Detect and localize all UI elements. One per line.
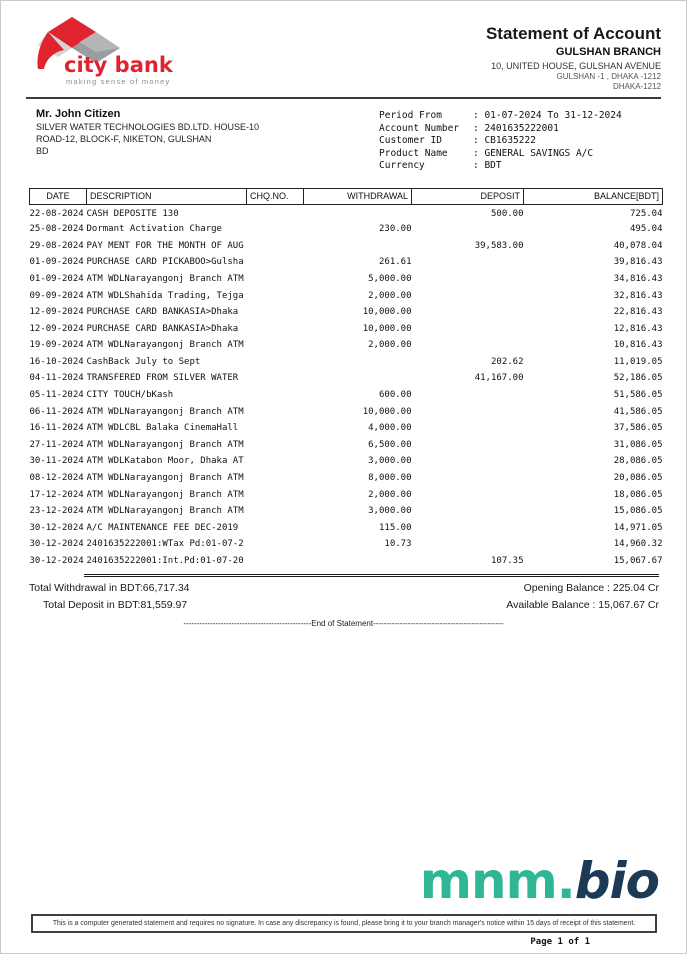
cell-desc: ATM WDLNarayangonj Branch ATM	[86, 439, 244, 450]
cell-desc: CITY TOUCH/bKash	[86, 390, 174, 401]
cell-dep	[412, 403, 524, 420]
cell-date: 17-12-2024	[29, 489, 84, 500]
cell-chq	[247, 520, 304, 537]
cell-dep	[412, 536, 524, 553]
cell-desc: ATM WDLKatabon Moor, Dhaka AT	[86, 456, 244, 467]
end-of-statement: ------------------------------------------------End of Statement-------------------------------------------------	[183, 619, 504, 629]
cell-chq	[247, 486, 304, 503]
cell-date: 30-12-2024	[29, 556, 84, 567]
cell-desc: ATM WDLCBL Balaka CinemaHall	[86, 423, 239, 434]
table-row	[30, 553, 663, 570]
cell-desc: ATM WDLNarayangonj Branch ATM	[86, 406, 244, 417]
cell-wd: 10,000.00	[362, 307, 412, 318]
column-header: DATE	[30, 188, 87, 204]
statement-header-block	[486, 17, 661, 92]
cell-bal: 31,086.05	[613, 439, 663, 450]
cell-chq	[247, 271, 304, 288]
account-info-row: Account Number : 2401635222001	[379, 122, 559, 134]
cell-wd: 10.73	[384, 539, 412, 550]
account-info	[379, 108, 661, 173]
cell-dep	[412, 486, 524, 503]
cell-wd: 3,000.00	[368, 506, 412, 517]
cell-date: 12-09-2024	[29, 323, 84, 334]
cell-desc: ATM WDLNarayangonj Branch ATM	[86, 506, 244, 517]
cell-bal: 40,078.04	[613, 240, 663, 251]
cell-dep	[412, 470, 524, 487]
cell-desc: ATM WDLNarayangonj Branch ATM	[86, 273, 244, 284]
cell-dep: 39,583.00	[474, 240, 524, 251]
cell-bal: 32,816.43	[613, 290, 663, 301]
mnm-bio-watermark	[420, 853, 659, 909]
cell-dep	[412, 387, 524, 404]
cell-wd	[304, 370, 412, 387]
cell-desc: Dormant Activation Charge	[86, 224, 222, 235]
cell-desc: TRANSFERED FROM SILVER WATER	[86, 373, 239, 384]
cell-dep: 500.00	[490, 209, 524, 220]
column-header: DESCRIPTION	[87, 188, 247, 204]
cell-chq	[247, 354, 304, 371]
cell-date: 22-08-2024	[29, 209, 84, 220]
cell-chq	[247, 204, 304, 221]
cell-date: 19-09-2024	[29, 340, 84, 351]
cell-desc: PURCHASE CARD PICKABOO>Gulsha	[86, 257, 244, 268]
account-info-row: Customer ID : CB1635222	[379, 135, 536, 147]
branch-name: GULSHAN BRANCH	[555, 46, 661, 59]
cell-date: 16-10-2024	[29, 356, 84, 367]
cell-wd: 2,000.00	[368, 489, 412, 500]
table-row	[30, 387, 663, 404]
cell-wd	[304, 553, 412, 570]
customer-block	[36, 108, 259, 173]
cell-dep	[412, 437, 524, 454]
cell-bal: 14,971.05	[613, 522, 663, 533]
cell-dep: 202.62	[490, 356, 524, 367]
account-info-row: Product Name : GENERAL SAVINGS A/C	[379, 147, 594, 159]
cell-chq	[247, 403, 304, 420]
cell-date: 04-11-2024	[29, 373, 84, 384]
column-header: WITHDRAWAL	[304, 188, 412, 204]
cell-chq	[247, 254, 304, 271]
cell-chq	[247, 304, 304, 321]
table-row	[30, 370, 663, 387]
cell-wd: 10,000.00	[362, 323, 412, 334]
cell-date: 23-12-2024	[29, 506, 84, 517]
total-withdrawal: Total Withdrawal in BDT:66,717.34	[29, 582, 190, 595]
account-info-row: Period From : 01-07-2024 To 31-12-2024	[379, 110, 622, 122]
table-row	[30, 420, 663, 437]
cell-bal: 15,086.05	[613, 506, 663, 517]
cell-bal: 725.04	[629, 209, 663, 220]
branch-address-line1: 10, UNITED HOUSE, GULSHAN AVENUE	[491, 61, 661, 71]
info-section	[1, 99, 686, 173]
cell-wd: 115.00	[378, 522, 412, 533]
cell-date: 25-08-2024	[29, 224, 84, 235]
cell-desc: 2401635222001:WTax Pd:01-07-2	[86, 539, 244, 550]
cell-bal: 20,086.05	[613, 473, 663, 484]
cell-wd: 10,000.00	[362, 406, 412, 417]
cell-chq	[247, 437, 304, 454]
cell-wd: 230.00	[378, 224, 412, 235]
transactions-table	[29, 188, 663, 570]
table-row	[30, 486, 663, 503]
summary-row-1	[1, 580, 686, 597]
cell-chq	[247, 503, 304, 520]
cell-dep: 41,167.00	[474, 373, 524, 384]
cell-desc: A/C MAINTENANCE FEE DEC-2019	[86, 522, 239, 533]
cell-bal: 41,586.05	[613, 406, 663, 417]
cell-date: 01-09-2024	[29, 257, 84, 268]
cell-date: 30-11-2024	[29, 456, 84, 467]
totals-divider	[84, 574, 659, 577]
cell-dep	[412, 287, 524, 304]
cell-date: 29-08-2024	[29, 240, 84, 251]
available-balance: Available Balance : 15,067.67 Cr	[506, 599, 659, 612]
cell-chq	[247, 553, 304, 570]
cell-date: 30-12-2024	[29, 539, 84, 550]
cell-desc: ATM WDLNarayangonj Branch ATM	[86, 473, 244, 484]
customer-name: Mr. John Citizen	[36, 108, 121, 121]
table-row	[30, 437, 663, 454]
cell-wd: 6,500.00	[368, 439, 412, 450]
customer-address-line3: BD	[36, 146, 49, 157]
cell-wd	[304, 354, 412, 371]
table-row	[30, 536, 663, 553]
cell-dep	[412, 503, 524, 520]
city-bank-logo	[34, 17, 254, 92]
cell-chq	[247, 337, 304, 354]
cell-desc: 2401635222001:Int.Pd:01-07-20	[86, 556, 244, 567]
table-row	[30, 271, 663, 288]
cell-wd: 2,000.00	[368, 340, 412, 351]
cell-chq	[247, 320, 304, 337]
cell-chq	[247, 536, 304, 553]
cell-bal: 52,186.05	[613, 373, 663, 384]
cell-dep: 107.35	[490, 556, 524, 567]
disclaimer-box	[31, 914, 657, 933]
cell-bal: 37,586.05	[613, 423, 663, 434]
watermark-bio: bio	[574, 852, 659, 910]
cell-dep	[412, 304, 524, 321]
table-row	[30, 254, 663, 271]
cell-bal: 22,816.43	[613, 307, 663, 318]
branch-address-line2: GULSHAN -1 , DHAKA -1212	[556, 72, 661, 82]
account-info-row: Currency : BDT	[379, 160, 502, 172]
cell-bal: 15,067.67	[613, 556, 663, 567]
column-header: DEPOSIT	[412, 188, 524, 204]
cell-wd: 4,000.00	[368, 423, 412, 434]
cell-bal: 11,019.05	[613, 356, 663, 367]
cell-bal: 14,960.32	[613, 539, 663, 550]
cell-date: 16-11-2024	[29, 423, 84, 434]
cell-desc: CASH DEPOSITE 130	[86, 209, 179, 220]
cell-chq	[247, 221, 304, 238]
watermark-mnm: mnm.	[419, 852, 575, 910]
cell-desc: ATM WDLShahida Trading, Tejga	[86, 290, 244, 301]
table-row	[30, 237, 663, 254]
cell-dep	[412, 520, 524, 537]
cell-bal: 18,086.05	[613, 489, 663, 500]
opening-balance: Opening Balance : 225.04 Cr	[523, 582, 659, 595]
cell-wd: 600.00	[378, 390, 412, 401]
cell-bal: 51,586.05	[613, 390, 663, 401]
transactions-body	[30, 204, 663, 569]
cell-chq	[247, 237, 304, 254]
cell-date: 05-11-2024	[29, 390, 84, 401]
table-row	[30, 354, 663, 371]
table-row	[30, 337, 663, 354]
total-deposit: Total Deposit in BDT:81,559.97	[43, 599, 188, 612]
cell-bal: 12,816.43	[613, 323, 663, 334]
header	[1, 1, 686, 92]
cell-bal: 10,816.43	[613, 340, 663, 351]
column-header: BALANCE[BDT]	[524, 188, 663, 204]
cell-date: 08-12-2024	[29, 473, 84, 484]
table-row	[30, 221, 663, 238]
cell-bal: 495.04	[629, 224, 663, 235]
table-row	[30, 287, 663, 304]
cell-wd: 261.61	[378, 257, 412, 268]
summary-row-2	[1, 597, 686, 614]
table-row	[30, 503, 663, 520]
table-row	[30, 403, 663, 420]
cell-chq	[247, 470, 304, 487]
table-row	[30, 453, 663, 470]
cell-dep	[412, 320, 524, 337]
city-bank-wordmark: city bank	[64, 53, 173, 77]
customer-address-line1: SILVER WATER TECHNOLOGIES BD.LTD. HOUSE-10	[36, 122, 260, 133]
cell-desc: PURCHASE CARD BANKASIA>Dhaka	[86, 323, 239, 334]
cell-bal: 34,816.43	[613, 273, 663, 284]
cell-desc: CashBack July to Sept	[86, 356, 201, 367]
column-header: CHQ.NO.	[247, 188, 304, 204]
cell-chq	[247, 370, 304, 387]
cell-bal: 39,816.43	[613, 257, 663, 268]
page-number: Page 1 of 1	[530, 937, 590, 947]
table-row	[30, 520, 663, 537]
cell-date: 30-12-2024	[29, 522, 84, 533]
cell-date: 01-09-2024	[29, 273, 84, 284]
cell-bal: 28,086.05	[613, 456, 663, 467]
table-row	[30, 304, 663, 321]
cell-wd	[304, 204, 412, 221]
cell-wd	[304, 237, 412, 254]
table-row	[30, 470, 663, 487]
cell-desc: PURCHASE CARD BANKASIA>Dhaka	[86, 307, 239, 318]
table-row	[30, 320, 663, 337]
cell-chq	[247, 287, 304, 304]
cell-wd: 5,000.00	[368, 273, 412, 284]
cell-desc: ATM WDLNarayangonj Branch ATM	[86, 489, 244, 500]
cell-date: 12-09-2024	[29, 307, 84, 318]
table-header-row	[30, 188, 663, 204]
cell-dep	[412, 271, 524, 288]
customer-address-line2: ROAD-12, BLOCK-F, NIKETON, GULSHAN	[36, 134, 212, 145]
disclaimer-text: This is a computer generated statement and requires no signature. In case any discrepancy is found, please bring it to your branch manager's notice within 15 days of receipt of this statement.	[52, 920, 636, 927]
table-row	[30, 204, 663, 221]
cell-desc: PAY MENT FOR THE MONTH OF AUG	[86, 240, 244, 251]
cell-desc: ATM WDLNarayangonj Branch ATM	[86, 340, 244, 351]
cell-wd: 3,000.00	[368, 456, 412, 467]
statement-title: Statement of Account	[485, 24, 661, 43]
cell-date: 09-09-2024	[29, 290, 84, 301]
cell-dep	[412, 221, 524, 238]
cell-chq	[247, 420, 304, 437]
cell-wd: 2,000.00	[368, 290, 412, 301]
city-bank-tagline: making sense of money	[66, 77, 171, 86]
cell-date: 27-11-2024	[29, 439, 84, 450]
cell-dep	[412, 337, 524, 354]
branch-address-line3: DHAKA-1212	[612, 82, 661, 92]
cell-wd: 8,000.00	[368, 473, 412, 484]
cell-chq	[247, 387, 304, 404]
cell-dep	[412, 420, 524, 437]
cell-date: 06-11-2024	[29, 406, 84, 417]
cell-chq	[247, 453, 304, 470]
cell-dep	[412, 254, 524, 271]
cell-dep	[412, 453, 524, 470]
